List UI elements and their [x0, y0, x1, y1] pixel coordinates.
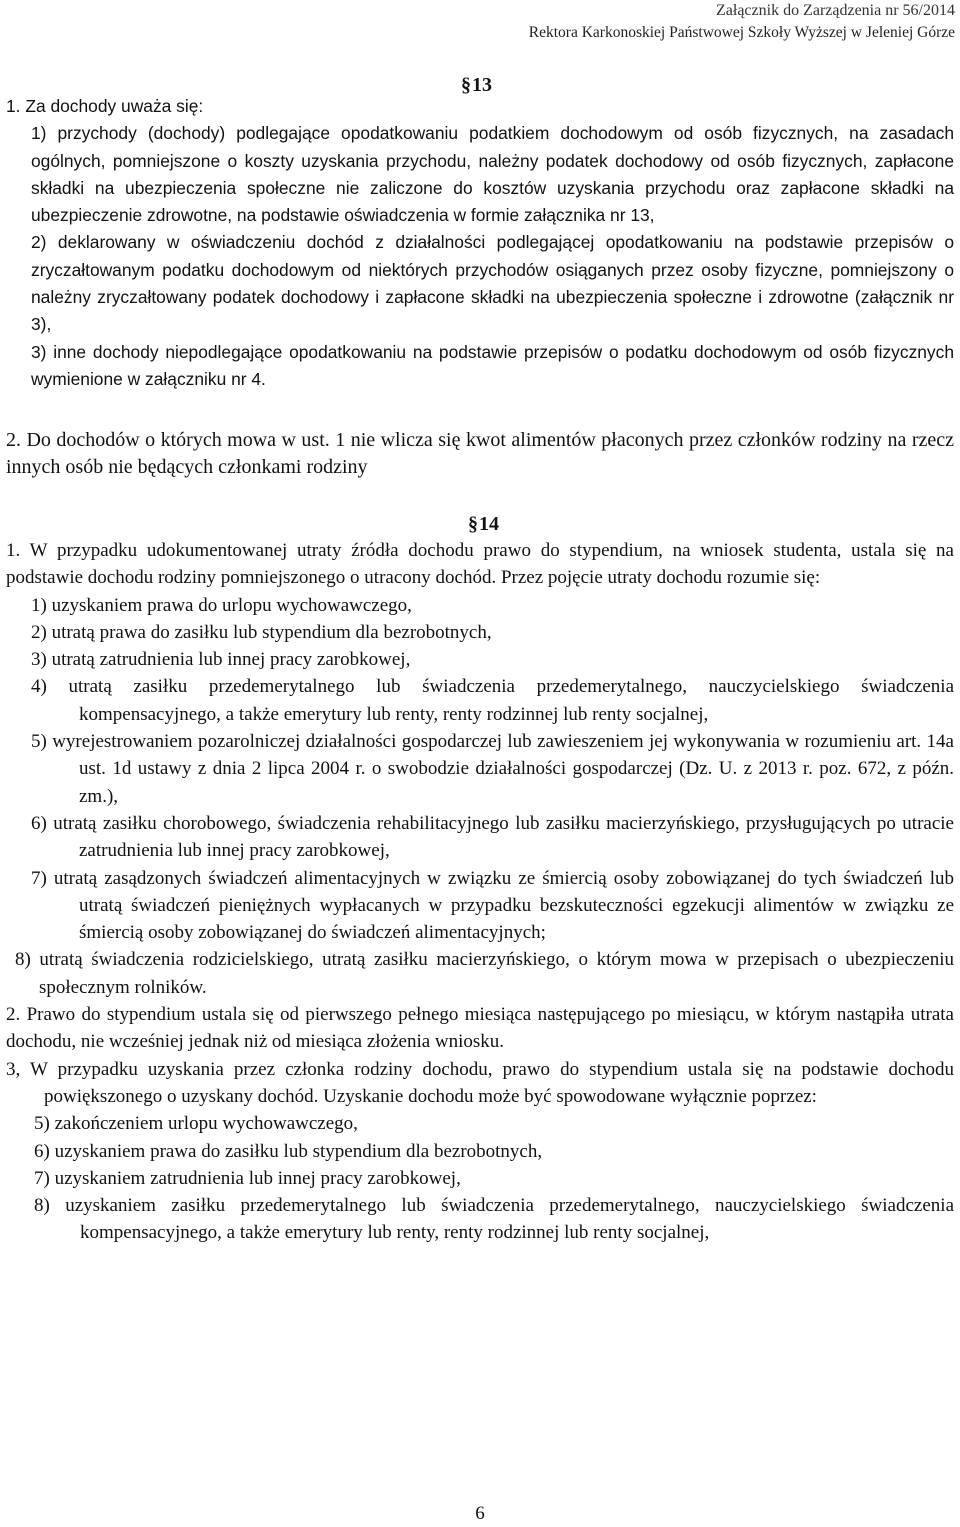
sec14-list [6, 592, 954, 947]
sec13-item-3: 3) inne dochody niepodlegające opodatkowaniu na podstawie przepisów o podatku dochodowym od osób fizycznych wymienione w załączniku nr 4. [31, 341, 954, 389]
sec13-item-1: 1) przychody (dochody) podlegające opodatkowaniu podatkiem dochodowym od osób fizycznych, na zasadach ogólnych, pomniejszone o koszty uzyskania przychodu, należny podatek dochodowy od osób fizycznych, zapłacone składki na ubezpieczenia społeczne nie zaliczone do kosztów uzyskania przychodu oraz zapłacone składki na ubezpieczenie zdrowotne, na podstawie oświadczenia w formie załącznika nr 13, [31, 123, 954, 226]
section-heading-14 [468, 511, 499, 538]
sec14-list3-item: 8) uzyskaniem zasiłku przedemerytalnego lub świadczenia przedemerytalnego, nauczycielskiego świadczenia kompensacyjnego, a także emerytury lub renty, renty rodzinnej lub renty socjalnej, [34, 1195, 954, 1244]
sec14-list-item: 7) utratą zasądzonych świadczeń alimentacyjnych w związku ze śmiercią osoby zobowiązanej do tych świadczeń lub utratą świadczeń pieniężnych wypłacanych w przypadku bezskuteczności egzekucji alimentów w związku ze śmiercią osoby zobowiązanej do świadczeń alimentacyjnych; [31, 867, 954, 944]
page-number: 6 [475, 1503, 485, 1524]
sec14-list-item: 4) utratą zasiłku przedemerytalnego lub świadczenia przedemerytalnego, nauczycielskiego świadczenia kompensacyjnego, a także emerytury lub renty, renty rodzinnej lub renty socjalnej, [31, 676, 954, 725]
sec13-item-2: 2) deklarowany w oświadczeniu dochód z działalności podlegającej opodatkowaniu na podstawie przepisów o zryczałtowanym podatku dochodowym od niektórych przychodów osiąganych przez osoby fizyczne, pomniejszony o należny zryczałtowany podatek dochodowy i zapłacone składki na ubezpieczenia społeczne i zdrowotne (załącznik nr 3), [31, 232, 954, 335]
section-symbol: § [461, 74, 471, 96]
sec14-paragraph-2: 2. Prawo do stypendium ustala się od pierwszego pełnego miesiąca następującego po miesiącu, w którym nastąpiła utrata dochodu, nie wcześniej jednak niż od miesiąca złożenia wniosku. [6, 1004, 954, 1053]
sec14-list3-item: 5) zakończeniem urlopu wychowawczego, [34, 1113, 358, 1135]
header-line-1: Załącznik do Zarządzenia nr 56/2014 [716, 2, 955, 19]
sec14-list-item: 1) uzyskaniem prawa do urlopu wychowawczego, [31, 594, 412, 616]
section-13-paragraph-2-wrap [6, 427, 954, 482]
section-number: 14 [479, 513, 499, 535]
document-header [529, 0, 955, 44]
section-symbol: § [468, 513, 478, 535]
section-13-body [6, 93, 954, 393]
sec13-paragraph-2: 2. Do dochodów o których mowa w ust. 1 nie wlicza się kwot alimentów płaconych przez członków rodziny na rzecz innych osób nie będących członkami rodziny [6, 429, 954, 479]
sec14-paragraph-3: 3, W przypadku uzyskania przez członka rodziny dochodu, prawo do stypendium ustala się na podstawie dochodu powiększonego o uzyskany dochód. Uzyskanie dochodu może być spowodowane wyłącznie poprzez: [6, 1058, 954, 1107]
sec13-paragraph-1: 1. Za dochody uważa się: [6, 96, 204, 116]
sec14-list-3 [6, 1110, 954, 1246]
sec14-paragraph-1: 1. W przypadku udokumentowanej utraty źródła dochodu prawo do stypendium, na wniosek studenta, ustala się na podstawie dochodu rodziny pomniejszonego o utracony dochód. Przez pojęcie utraty dochodu rozumie się: [6, 540, 954, 589]
sec14-list-item-8: 8) utratą świadczenia rodzicielskiego, utratą zasiłku macierzyńskiego, o którym mowa w przepisach o ubezpieczeniu społecznym rolników. [15, 949, 954, 998]
sec14-list-item: 3) utratą zatrudnienia lub innej pracy zarobkowej, [31, 649, 411, 671]
section-14-body [6, 537, 954, 1247]
header-line-2: Rektora Karkonoskiej Państwowej Szkoły Wyższej w Jeleniej Górze [528, 24, 955, 41]
sec14-list-item: 2) utratą prawa do zasiłku lub stypendium dla bezrobotnych, [31, 621, 492, 643]
sec14-list3-item: 6) uzyskaniem prawa do zasiłku lub stypendium dla bezrobotnych, [34, 1140, 543, 1162]
sec14-list3-item: 7) uzyskaniem zatrudnienia lub innej pracy zarobkowej, [34, 1167, 461, 1189]
sec14-list-item: 5) wyrejestrowaniem pozarolniczej działalności gospodarczej lub zawieszeniem jej wykonywania w rozumieniu art. 14a ust. 1d ustawy z dnia 2 lipca 2004 r. o swobodzie działalności gospodarczej (Dz. U. z 2013 r. poz. 672, z późn. zm.), [31, 731, 954, 807]
section-number: 13 [472, 74, 492, 96]
sec14-list-item: 6) utratą zasiłku chorobowego, świadczenia rehabilitacyjnego lub zasiłku macierzyńskiego, przysługujących po utracie zatrudnienia lub innej pracy zarobkowej, [31, 812, 954, 862]
